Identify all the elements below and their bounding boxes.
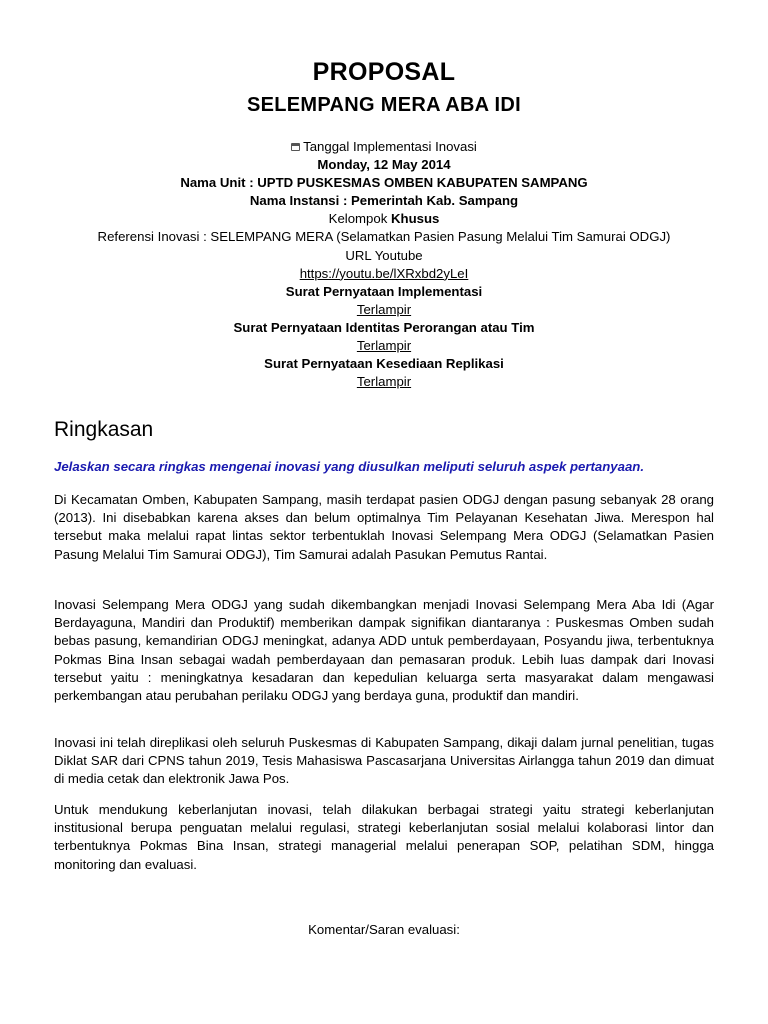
ringkasan-paragraph-4: Untuk mendukung keberlanjutan inovasi, telah dilakukan berbagai strategi yaitu strategi keberlanjutan institusional berupa penguatan melalui regulasi, strategi keberlanjutan sosial melalui kolaborasi lintor dan terbentuknya Pokmas Bina Insan, strategi managerial melalui penerapan SOP, pelatihan SDM, hingga monitoring dan evaluasi. bbox=[54, 802, 714, 872]
date-label: Tanggal Implementasi Inovasi bbox=[303, 139, 477, 154]
url-youtube-label: URL Youtube bbox=[345, 247, 423, 263]
surat-implementasi-label: Surat Pernyataan Implementasi bbox=[285, 283, 483, 299]
surat-replikasi-label: Surat Pernyataan Kesediaan Replikasi bbox=[264, 356, 504, 372]
kelompok-label: Kelompok bbox=[328, 211, 388, 227]
ringkasan-paragraph-3: Inovasi ini telah direplikasi oleh seluruh Puskesmas di Kabupaten Sampang, dikaji dalam jurnal penelitian, tugas Diklat SAR dari CPNS tahun 2019, Tesis Mahasiswa Pascasarjana Universitas Airlangga tahun 2019 dan dimuat di media cetak dan elektronik Jawa Pos. bbox=[54, 735, 714, 787]
ringkasan-heading: Ringkasan bbox=[54, 418, 154, 441]
instansi-name: Nama Instansi : Pemerintah Kab. Sampang bbox=[249, 193, 519, 209]
ringkasan-paragraph-2: Inovasi Selempang Mera ODGJ yang sudah dikembangkan menjadi Inovasi Selempang Mera Aba Idi (Agar Berdayaguna, Mandiri dan Produktif) memberikan dampak signifikan diantaranya : Puskesmas Omben sudah bebas pasung, kemandirian ODGJ meningkat, adanya ADD untuk pemberdayaan, Posyandu jiwa, terbentuknya Pokmas Bina Insan sebagai wadah pemberdayaan dan pemasaran produk. Lebih luas dampak dari Inovasi tersebut yaitu : meningkatnya kesadaran dan kepedulian keluarga serta masyarakat dalam mengawasi perkembangan atau perubahan perilaku ODGJ yang berdaya guna, produktif dan mandiri. bbox=[54, 597, 714, 704]
unit-name: Nama Unit : UPTD PUSKESMAS OMBEN KABUPATEN SAMPANG bbox=[180, 175, 588, 191]
calendar-icon bbox=[291, 143, 300, 151]
surat-implementasi-link[interactable]: Terlampir bbox=[356, 301, 412, 317]
ringkasan-paragraph-1: Di Kecamatan Omben, Kabupaten Sampang, masih terdapat pasien ODGJ dengan pasung sebanyak 28 orang (2013). Ini disebabkan karena akses dan belum optimalnya Tim Pelayanan Kesehatan Jiwa. Merespon hal tersebut maka melalui rapat lintas sektor terbentuklah Inovasi Selempang Mera ODGJ (Selamatkan Pasien Pasung Melalui Tim Samurai ODGJ), Tim Samurai adalah Pasukan Pemutus Rantai. bbox=[54, 492, 714, 562]
surat-identitas-label: Surat Pernyataan Identitas Perorangan atau Tim bbox=[233, 319, 535, 335]
date-label-row bbox=[0, 138, 768, 156]
kelompok-value: Khusus bbox=[390, 211, 440, 227]
komentar-label: Komentar/Saran evaluasi: bbox=[308, 922, 460, 937]
youtube-link[interactable]: https://youtu.be/lXRxbd2yLeI bbox=[299, 265, 469, 281]
kelompok-row bbox=[0, 210, 768, 228]
referensi-inovasi: Referensi Inovasi : SELEMPANG MERA (Selamatkan Pasien Pasung Melalui Tim Samurai ODGJ) bbox=[97, 229, 671, 245]
document-title: PROPOSAL bbox=[312, 58, 456, 86]
surat-replikasi-link[interactable]: Terlampir bbox=[356, 374, 412, 390]
surat-identitas-link[interactable]: Terlampir bbox=[356, 338, 412, 354]
date-value: Monday, 12 May 2014 bbox=[317, 157, 451, 173]
ringkasan-question: Jelaskan secara ringkas mengenai inovasi yang diusulkan meliputi seluruh aspek pertanyaan. bbox=[54, 459, 645, 474]
proposal-metadata bbox=[0, 138, 768, 391]
document-subtitle: SELEMPANG MERA ABA IDI bbox=[246, 94, 521, 116]
